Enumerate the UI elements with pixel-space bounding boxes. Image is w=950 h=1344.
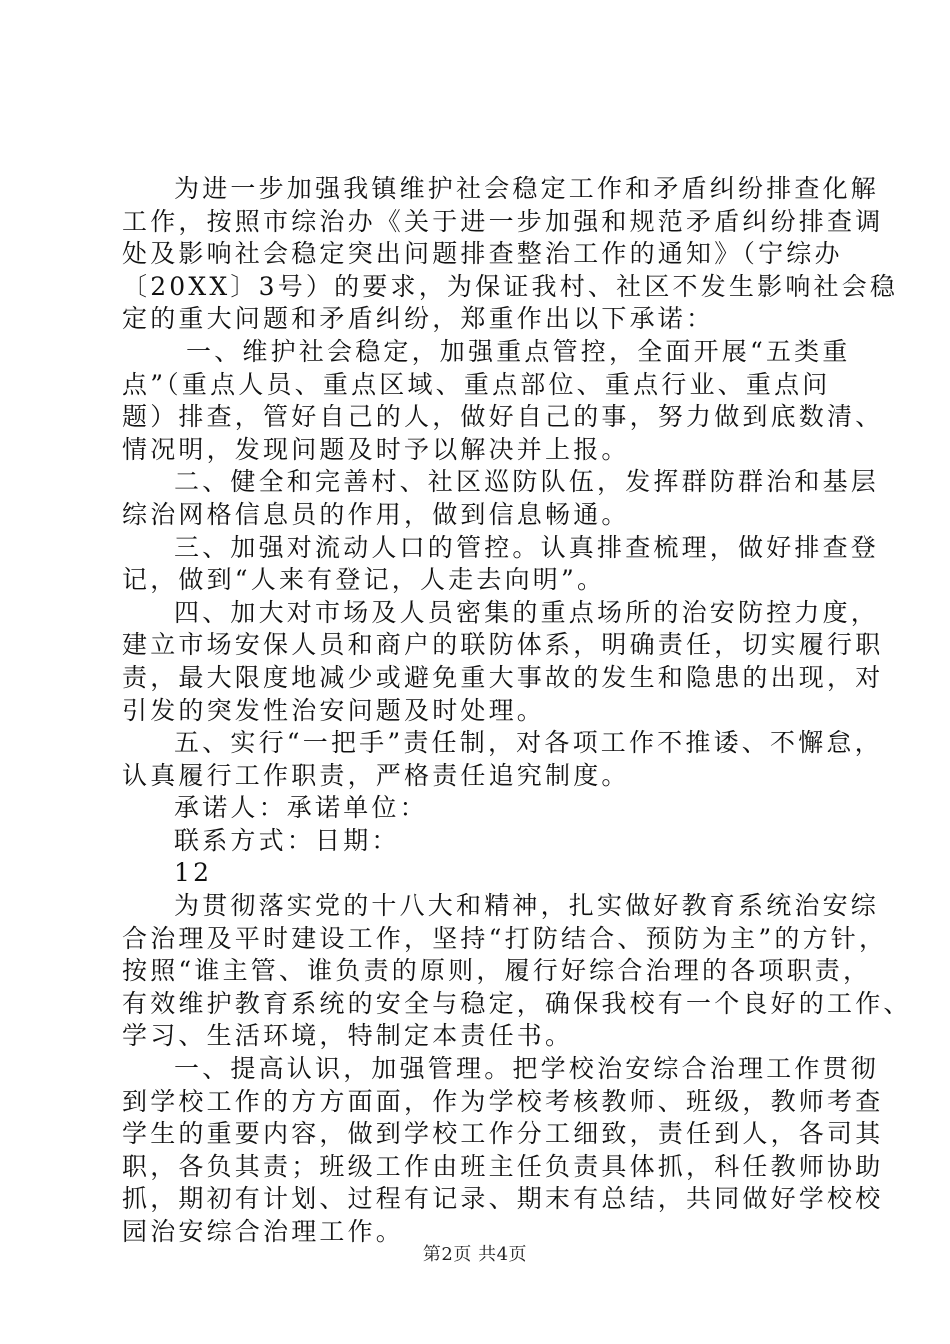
paragraph-line: 园治安综合治理工作。 [122,1217,405,1246]
paragraph-line: 点”（重点人员、重点区域、重点部位、重点行业、重点问 [122,369,831,399]
paragraph-line: 引发的突发性治安问题及时处理。 [122,695,546,725]
paragraph-line: 学生的重要内容，做到学校工作分工细致，责任到人，各司其 [122,1119,884,1149]
paragraph-line: 责，最大限度地减少或避免重大事故的发生和隐患的出现，对 [122,662,884,692]
paragraph-line: 有效维护教育系统的安全与稳定，确保我校有一个良好的工作、 [122,988,912,1018]
paragraph-line: 三、加强对流动人口的管控。认真排查梳理，做好排查登 [174,532,880,562]
section-number: 12 [174,858,213,888]
paragraph-line: 工作，按照市综治办《关于进一步加强和规范矛盾纠纷排查调 [122,206,884,236]
paragraph-line: 抓，期初有计划、过程有记录、期末有总结，共同做好学校校 [122,1184,884,1214]
paragraph-line: 到学校工作的方方面面，作为学校考核教师、班级，教师考查 [122,1086,884,1116]
paragraph-line: 处及影响社会稳定突出问题排查整治工作的通知》（宁综办 [122,239,843,269]
paragraph-line: 认真履行工作职责，严格责任追究制度。 [122,760,630,790]
paragraph-line: 职，各负其责；班级工作由班主任负责具体抓，科任教师协助 [122,1151,884,1181]
paragraph-line: 二、健全和完善村、社区巡防队伍，发挥群防群治和基层 [174,467,880,497]
paragraph-line: 一、提高认识，加强管理。把学校治安综合治理工作贯彻 [174,1054,880,1084]
paragraph-line: 记，做到“人来有登记，人走去向明”。 [122,565,606,595]
paragraph-line: 五、实行“一把手”责任制，对各项工作不推诿、不懈怠， [174,728,883,758]
paragraph-line: 题）排查，管好自己的人，做好自己的事，努力做到底数清、 [122,402,884,432]
paragraph-line: 一、维护社会稳定，加强重点管控，全面开展“五类重 [186,336,851,366]
paragraph-line: 〔20XX〕3号）的要求，为保证我村、社区不发生影响社会稳 [122,271,899,301]
paragraph-line: 为贯彻落实党的十八大和精神，扎实做好教育系统治安综 [174,891,880,921]
paragraph-line: 建立市场安保人员和商户的联防体系，明确责任，切实履行职 [122,630,884,660]
document-body [122,173,912,1249]
paragraph-line: 为进一步加强我镇维护社会稳定工作和矛盾纠纷排查化解 [174,174,880,203]
contact-line: 联系方式：日期： [174,825,400,855]
paragraph-line: 按照“谁主管、谁负责的原则，履行好综合治理的各项职责， [122,956,872,986]
paragraph-line: 综治网格信息员的作用，做到信息畅通。 [122,499,630,529]
page-number: 第2页 共4页 [422,1244,528,1265]
paragraph-line: 情况明，发现问题及时予以解决并上报。 [122,434,630,464]
paragraph-line: 学习、生活环境，特制定本责任书。 [122,1021,574,1051]
signature-line: 承诺人：承诺单位： [174,793,428,823]
paragraph-line: 四、加大对市场及人员密集的重点场所的治安防控力度， [174,597,880,627]
paragraph-line: 合治理及平时建设工作，坚持“打防结合、预防为主”的方针， [122,923,888,953]
paragraph-line: 定的重大问题和矛盾纠纷，郑重作出以下承诺： [122,304,715,334]
